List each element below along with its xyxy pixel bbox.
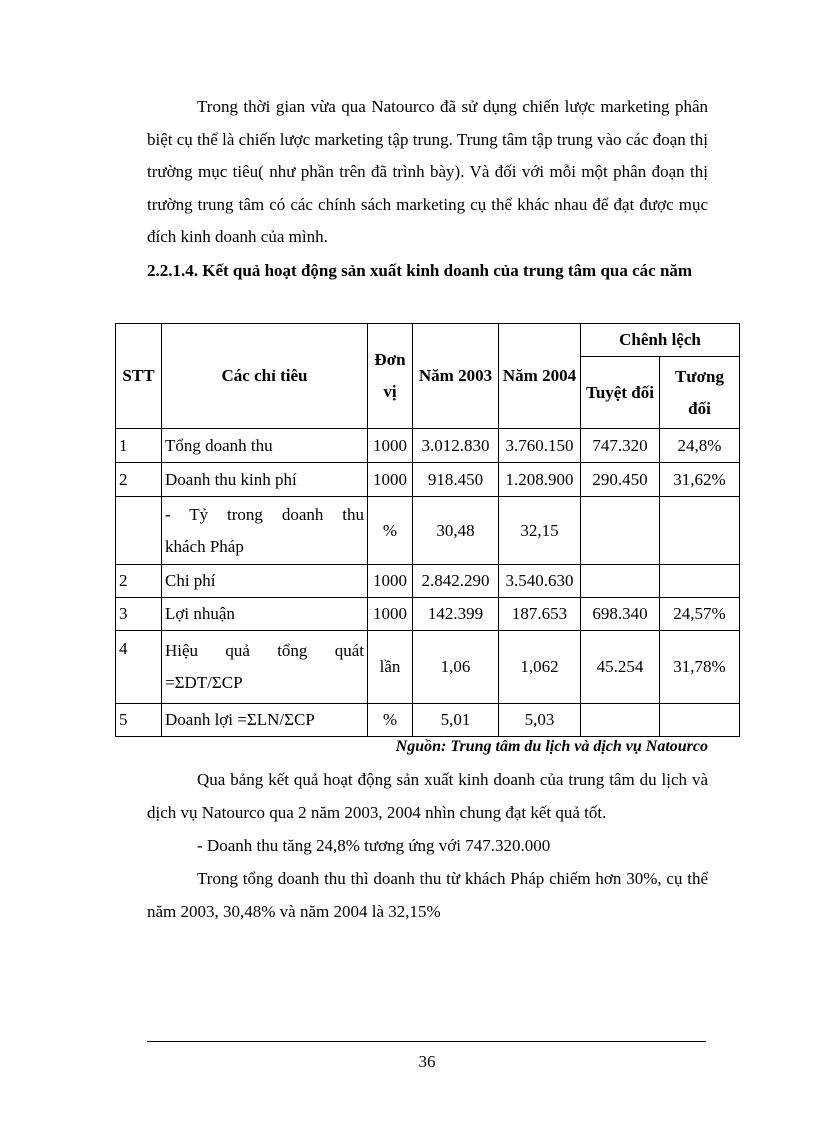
header-year-2003: Năm 2003: [413, 324, 499, 429]
cell-indicator-line1: - Tỷ trong doanh thu: [165, 504, 364, 524]
cell-absolute: 698.340: [581, 598, 660, 631]
cell-2003: 2.842.290: [413, 565, 499, 598]
cell-relative: [660, 565, 740, 598]
cell-indicator: Chi phí: [162, 565, 368, 598]
cell-stt: 4: [116, 631, 162, 704]
cell-stt: 3: [116, 598, 162, 631]
cell-2004: 5,03: [499, 704, 581, 737]
cell-indicator-line2: =ΣDT/ΣCP: [165, 673, 243, 692]
cell-relative: 31,78%: [660, 631, 740, 704]
cell-indicator-line1: Hiệu quả tổng quát: [165, 641, 364, 660]
cell-2003: 30,48: [413, 497, 499, 565]
table-row: [116, 497, 740, 565]
bullet-paragraph: - Doanh thu tăng 24,8% tương ứng với 747.320.000: [197, 836, 551, 855]
cell-relative: 24,8%: [660, 429, 740, 463]
cell-unit: lần: [368, 631, 413, 704]
intro-paragraph: Trong thời gian vừa qua Natourco đã sử dụng chiến lược marketing phân biệt cụ thể là chiến lược marketing tập trung. Trung tâm tập trung vào các đoạn thị trường mục tiêu( như phần trên đã trình bày). Và đối với mỗi một phân đoạn thị trường trung tâm có các chính sách marketing cụ thể khác nhau để đạt được mục đích kinh doanh của mình.: [147, 97, 708, 246]
header-unit: Đơn vị: [368, 324, 413, 429]
header-indicator: Các chỉ tiêu: [162, 324, 368, 429]
cell-2003: 142.399: [413, 598, 499, 631]
cell-2004: 187.653: [499, 598, 581, 631]
cell-2004: 1.208.900: [499, 463, 581, 497]
cell-unit: 1000: [368, 429, 413, 463]
header-relative: Tương đối: [660, 357, 740, 429]
footer-divider: [147, 1041, 706, 1042]
header-stt: STT: [116, 324, 162, 429]
table-row: [116, 631, 740, 704]
cell-2003: 1,06: [413, 631, 499, 704]
closing-paragraph: Trong tổng doanh thu thì doanh thu từ khách Pháp chiếm hơn 30%, cụ thể năm 2003, 30,48% và năm 2004 là 32,15%: [147, 869, 708, 921]
cell-unit: %: [368, 704, 413, 737]
results-table: [115, 323, 740, 737]
cell-indicator: Lợi nhuận: [162, 598, 368, 631]
cell-2003: 5,01: [413, 704, 499, 737]
cell-indicator: [162, 631, 368, 704]
header-absolute: Tuyệt đối: [581, 357, 660, 429]
cell-relative: [660, 704, 740, 737]
cell-2004: 3.540.630: [499, 565, 581, 598]
cell-2004: 1,062: [499, 631, 581, 704]
cell-stt: 5: [116, 704, 162, 737]
cell-absolute: [581, 565, 660, 598]
cell-relative: 24,57%: [660, 598, 740, 631]
cell-indicator: Tổng doanh thu: [162, 429, 368, 463]
table-source: Nguồn: Trung tâm du lịch và dịch vụ Natourco: [395, 738, 708, 755]
cell-indicator: [162, 497, 368, 565]
cell-2003: 3.012.830: [413, 429, 499, 463]
cell-stt: 1: [116, 429, 162, 463]
cell-absolute: [581, 704, 660, 737]
table-row: [116, 598, 740, 631]
cell-absolute: 747.320: [581, 429, 660, 463]
cell-unit: 1000: [368, 565, 413, 598]
table-header-row: [116, 324, 740, 357]
table-row: [116, 704, 740, 737]
cell-2003: 918.450: [413, 463, 499, 497]
cell-absolute: [581, 497, 660, 565]
cell-unit: 1000: [368, 463, 413, 497]
cell-indicator-line2: khách Pháp: [165, 536, 244, 556]
cell-stt: [116, 497, 162, 565]
cell-relative: [660, 497, 740, 565]
cell-stt: 2: [116, 565, 162, 598]
cell-indicator: Doanh lợi =ΣLN/ΣCP: [162, 704, 368, 737]
cell-relative: 31,62%: [660, 463, 740, 497]
table-row: [116, 429, 740, 463]
cell-unit: 1000: [368, 598, 413, 631]
section-heading: 2.2.1.4. Kết quả hoạt động sản xuất kinh doanh của trung tâm qua các năm: [147, 261, 693, 280]
page-number: 36: [418, 1052, 436, 1071]
header-difference: Chênh lệch: [581, 324, 740, 357]
summary-paragraph: Qua bảng kết quả hoạt động sản xuất kinh doanh của trung tâm du lịch và dịch vụ Natourco qua 2 năm 2003, 2004 nhìn chung đạt kết quả tốt.: [147, 770, 708, 822]
table-row: [116, 463, 740, 497]
cell-indicator: Doanh thu kinh phí: [162, 463, 368, 497]
header-year-2004: Năm 2004: [499, 324, 581, 429]
cell-absolute: 45.254: [581, 631, 660, 704]
cell-2004: 32,15: [499, 497, 581, 565]
cell-stt: 2: [116, 463, 162, 497]
table-row: [116, 565, 740, 598]
cell-2004: 3.760.150: [499, 429, 581, 463]
cell-unit: %: [368, 497, 413, 565]
cell-absolute: 290.450: [581, 463, 660, 497]
